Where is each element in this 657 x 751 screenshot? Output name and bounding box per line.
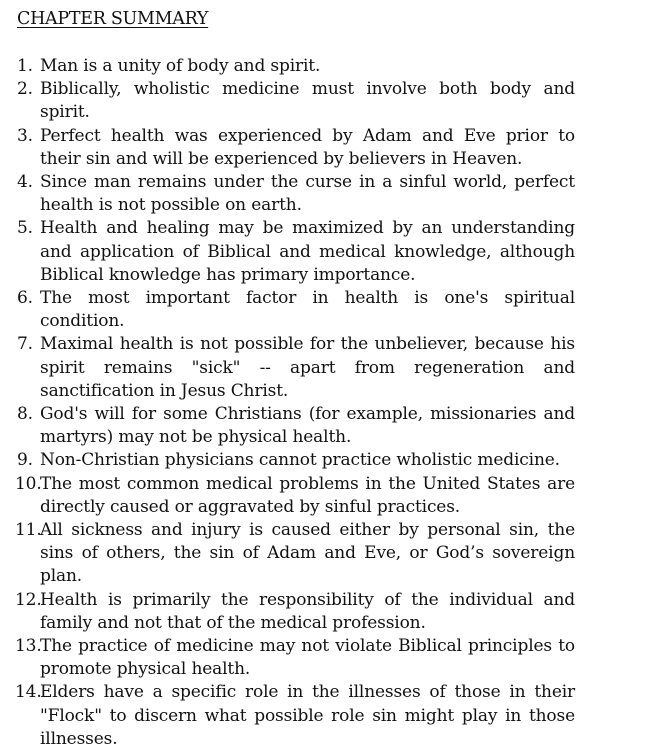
- list-item: [0, 473, 575, 519]
- item-number: 7.: [17, 334, 33, 355]
- list-item: [0, 403, 575, 449]
- item-number: 8.: [17, 404, 33, 425]
- item-number: 11.: [15, 520, 42, 541]
- list-item: [0, 681, 575, 751]
- list-item: [0, 55, 575, 78]
- item-text: Health is primarily the responsibility of the individual and family and not that of the medical profession.: [40, 589, 575, 633]
- item-number: 10.: [15, 473, 42, 494]
- list-item: [0, 635, 575, 681]
- chapter-summary-heading: CHAPTER SUMMARY: [17, 9, 209, 29]
- list-item: [0, 125, 575, 171]
- item-number: 14.: [15, 682, 42, 703]
- list-item: [0, 171, 575, 217]
- summary-list: [0, 55, 575, 751]
- item-text: Perfect health was experienced by Adam and Eve prior to their sin and will be experienced by believers in Heaven.: [40, 125, 575, 169]
- item-text: Elders have a specific role in the illnesses of those in their "Flock" to discern what possible role sin might play in those illnesses.: [40, 682, 575, 749]
- item-text: The most common medical problems in the United States are directly caused or aggravated by sinful practices.: [40, 473, 575, 517]
- item-text: The practice of medicine may not violate Biblical principles to promote physical health.: [40, 636, 575, 680]
- list-item: [0, 449, 575, 472]
- item-number: 5.: [17, 218, 33, 239]
- list-item: [0, 287, 575, 333]
- list-item: [0, 589, 575, 635]
- item-number: 3.: [17, 125, 33, 146]
- item-text: Non-Christian physicians cannot practice wholistic medicine.: [40, 450, 560, 471]
- list-item: [0, 78, 575, 124]
- item-text: Since man remains under the curse in a sinful world, perfect health is not possible on earth.: [40, 172, 575, 216]
- item-text: Maximal health is not possible for the unbeliever, because his spirit remains "sick" -- apart from regeneration and sanctification in Jesus Christ.: [40, 334, 575, 401]
- item-number: 12.: [15, 589, 42, 610]
- item-number: 4.: [17, 172, 33, 193]
- item-number: 9.: [17, 450, 33, 471]
- item-text: Man is a unity of body and spirit.: [40, 56, 321, 76]
- item-text: All sickness and injury is caused either by personal sin, the sins of others, the sin of Adam and Eve, or God’s sovereign plan.: [40, 520, 575, 587]
- item-text: Biblically, wholistic medicine must involve both body and spirit.: [40, 79, 575, 123]
- item-text: God's will for some Christians (for example, missionaries and martyrs) may not be physical health.: [40, 404, 575, 448]
- item-number: 6.: [17, 288, 33, 309]
- item-number: 1.: [17, 56, 33, 76]
- list-item: [0, 519, 575, 589]
- item-text: The most important factor in health is one's spiritual condition.: [40, 288, 575, 332]
- list-item: [0, 217, 575, 287]
- item-number: 2.: [17, 79, 33, 100]
- item-text: Health and healing may be maximized by an understanding and application of Biblical and medical knowledge, although Biblical knowledge has primary importance.: [40, 218, 575, 285]
- list-item: [0, 333, 575, 403]
- item-number: 13.: [15, 636, 42, 657]
